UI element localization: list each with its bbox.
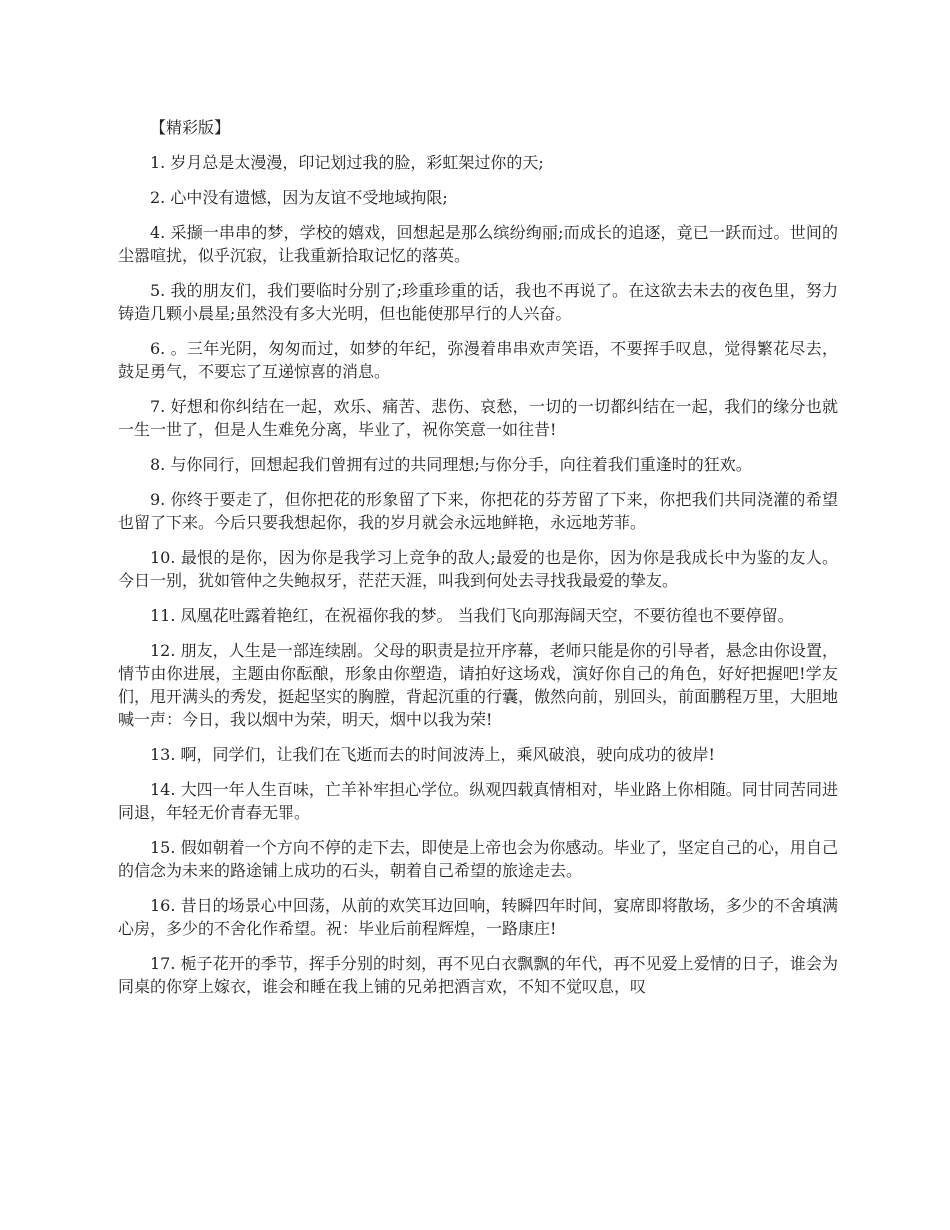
paragraph-5: 5. 我的朋友们，我们要临时分别了;珍重珍重的话，我也不再说了。在这欲去未去的夜色里，努力铸造几颗小晨星;虽然没有多大光明，但也能使那早行的人兴奋。 bbox=[118, 281, 838, 323]
paragraph-1: 1. 岁月总是太漫漫，印记划过我的脸，彩虹架过你的天; bbox=[150, 153, 544, 172]
paragraph-7: 7. 好想和你纠结在一起，欢乐、痛苦、悲伤、哀愁，一切的一切都纠结在一起，我们的缘分也就一生一世了，但是人生难免分离，毕业了，祝你笑意一如往昔! bbox=[118, 397, 838, 439]
paragraph-6: 6. 。三年光阴，匆匆而过，如梦的年纪，弥漫着串串欢声笑语，不要挥手叹息，觉得繁花尽去，鼓足勇气，不要忘了互递惊喜的消息。 bbox=[118, 339, 838, 381]
paragraph-9: 9. 你终于要走了，但你把花的形象留了下来，你把花的芬芳留了下来，你把我们共同浇灌的希望也留了下来。今后只要我想起你，我的岁月就会永远地鲜艳，永远地芳菲。 bbox=[118, 490, 838, 532]
paragraph-11: 11. 凤凰花吐露着艳红，在祝福你我的梦。 当我们飞向那海阔天空，不要彷徨也不要停留。 bbox=[150, 606, 794, 625]
paragraph-10: 10. 最恨的是你，因为你是我学习上竞争的敌人;最爱的也是你，因为你是我成长中为鉴的友人。今日一别，犹如管仲之失鲍叔牙，茫茫天涯，叫我到何处去寻找我最爱的挚友。 bbox=[118, 548, 838, 590]
paragraph-13: 13. 啊，同学们，让我们在飞逝而去的时间波涛上，乘风破浪，驶向成功的彼岸! bbox=[150, 745, 715, 764]
paragraph-8: 8. 与你同行，回想起我们曾拥有过的共同理想;与你分手，向往着我们重逢时的狂欢。 bbox=[150, 455, 752, 474]
paragraph-4: 4. 采撷一串串的梦，学校的嬉戏，回想起是那么缤纷绚丽;而成长的追逐，竟已一跃而过。世间的尘嚣喧扰，似乎沉寂，让我重新拾取记忆的落英。 bbox=[118, 223, 838, 265]
paragraph-17: 17. 栀子花开的季节，挥手分别的时刻，再不见白衣飘飘的年代，再不见爱上爱情的日子，谁会为同桌的你穿上嫁衣，谁会和睡在我上铺的兄弟把酒言欢，不知不觉叹息，叹 bbox=[118, 954, 838, 996]
paragraph-2: 2. 心中没有遗憾，因为友谊不受地域拘限; bbox=[150, 188, 448, 207]
paragraph-16: 16. 昔日的场景心中回荡，从前的欢笑耳边回响，转瞬四年时间，宴席即将散场，多少的不舍填满心房，多少的不舍化作希望。祝：毕业后前程辉煌，一路康庄! bbox=[118, 896, 838, 938]
paragraph-15: 15. 假如朝着一个方向不停的走下去，即使是上帝也会为你感动。毕业了，坚定自己的心，用自己的信念为未来的路途铺上成功的石头，朝着自己希望的旅途走去。 bbox=[118, 838, 838, 880]
paragraph-12: 12. 朋友，人生是一部连续剧。父母的职责是拉开序幕，老师只能是你的引导者，悬念由你设置，情节由你进展，主题由你酝酿，形象由你塑造，请拍好这场戏，演好你自己的角色，好好把握吧!学友们，甩开满头的秀发，挺起坚实的胸膛，背起沉重的行囊，傲然向前，别回头，前面鹏程万里，大胆地喊一声：今日，我以烟中为荣，明天，烟中以我为荣! bbox=[118, 641, 839, 729]
paragraph-14: 14. 大四一年人生百味，亡羊补牢担心学位。纵观四载真情相对，毕业路上你相随。同甘同苦同进同退，年轻无价青春无罪。 bbox=[118, 780, 838, 822]
document-page bbox=[118, 116, 838, 1010]
section-heading: 【精彩版】 bbox=[150, 118, 231, 137]
